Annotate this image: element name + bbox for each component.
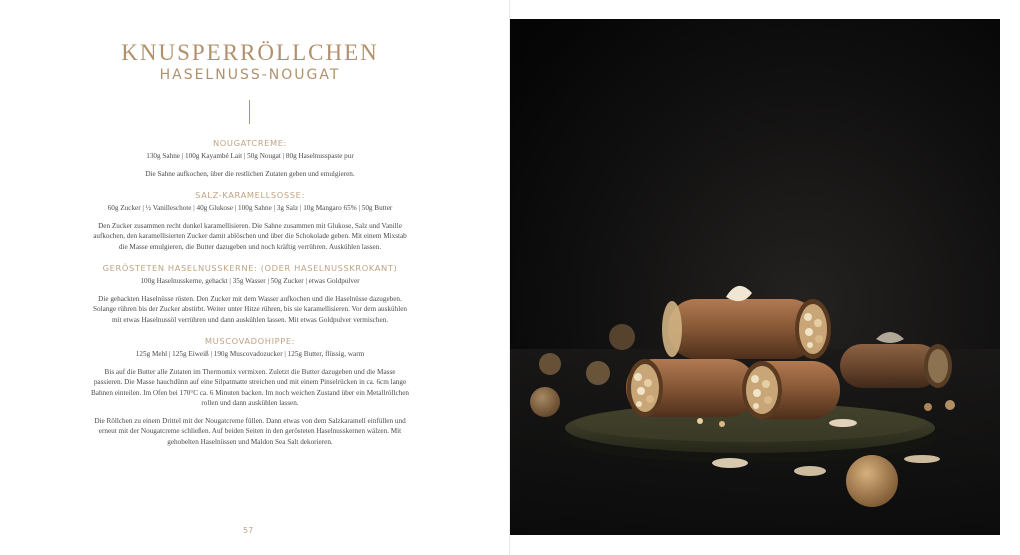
ingredient-list: 125g Mehl | 125g Eiweiß | 190g Muscovadozucker | 125g Butter, flüssig, warm [135,350,365,358]
section-haselnusskerne [90,262,410,325]
ingredient-list: 100g Haselnusskerne, gehackt | 35g Wasser | 50g Zucker | etwas Goldpulver [140,277,360,285]
section-nougatcreme [90,137,410,179]
method-text: Bis auf die Butter alle Zutaten im Thermomix vermixen. Zuletzt die Butter dazugeben und die Masse passieren. Die Masse hauchdünn auf eine Silpatmatte streichen und mit einem Pinselrücken in ca. 6cm lange Bahnen einteilen. Im Ofen bei 170°C ca. 6 Minuten backen. Im noch weichen Zustand über ein Metallröllchen rollen und dann auskühlen lassen. [90,367,410,407]
title-divider [249,100,250,124]
dessert-photo [510,19,1000,535]
section-muscovadohippe [90,335,410,447]
page-number: 57 [243,526,254,535]
hazelnut [846,455,898,507]
recipe-title: KNUSPERRÖLLCHEN [121,40,379,65]
ingredient-list: 60g Zucker | ½ Vanilleschote | 40g Glukose | 100g Sahne | 3g Salz | 10g Mangaro 65% | 50g Butter [107,204,393,212]
assembly-text: Die Röllchen zu einem Drittel mit der Nougatcreme füllen. Dann etwas von dem Salzkaramell einfüllen und erneut mit der Nougatcreme schließen. Auf beiden Seiten in den gerösteten Haselnusskernen wälzen. Mit gehobelten Haselnüssen und Maldon Sea Salt dekorieren. [94,416,406,446]
section-heading: GERÖSTETEN HASELNUSSKERNE: (ODER HASELNUSSKROKANT) [102,263,398,273]
recipe-subtitle: HASELNUSS-NOUGAT [159,67,341,83]
method-text: Die Sahne aufkochen, über die restlichen Zutaten geben und emulgieren. [145,169,355,178]
method-text: Den Zucker zusammen recht dunkel karamellisieren. Die Sahne zusammen mit Glukose, Salz und Vanille aufkochen, den karamellisierten Zucker damit ablöschen und über die Schokolade geben. Mit einem Mixstab die Masse emulgieren, die Butter dazugeben und noch kräftig verrühren. Auskühlen lassen. [93,221,407,251]
roll-bottom-right [740,361,840,419]
section-heading: NOUGATCREME: [212,138,288,148]
section-salz-karamellsosse [90,189,410,252]
recipe-body [90,137,410,454]
method-text: Die gehackten Haselnüsse rösten. Den Zucker mit dem Wasser aufkochen und die Haselnüsse dazugeben. Solange rühren bis der Zucker abstirbt. Weiter unter Hitze rühren, bis sie karamellisieren. Vor dem auskühlen mit etwas Haselnussöl verrühren und dann auskühlen lassen. Mit etwas Goldpulver vermischen. [93,294,407,324]
roll-bottom-left [626,359,756,417]
section-heading: MUSCOVADOHIPPE: [204,336,296,346]
ingredient-list: 130g Sahne | 100g Kayambé Lait | 50g Nougat | 80g Haselnusspaste pur [146,152,354,160]
section-heading: SALZ-KARAMELLSOSSE: [195,190,305,200]
